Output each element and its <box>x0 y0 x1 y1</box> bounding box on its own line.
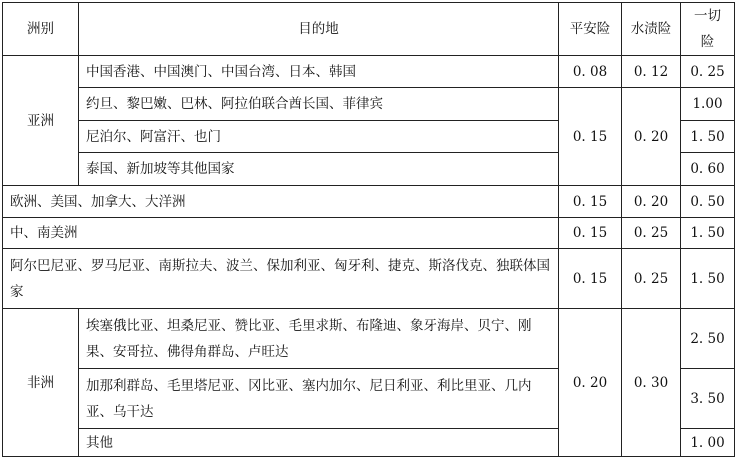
destination-cell: 加那利群岛、毛里塔尼亚、冈比亚、塞内加尔、尼日利亚、利比里亚、几内亚、乌干达 <box>79 369 559 429</box>
safety-cell: 0. 08 <box>559 56 622 88</box>
water-damage-cell-shared: 0. 20 <box>622 88 681 186</box>
insurance-rate-table <box>2 2 735 457</box>
safety-cell: 0. 15 <box>559 186 622 218</box>
all-risks-cell: 3. 50 <box>681 369 735 429</box>
region-cell-asia: 亚洲 <box>3 56 79 186</box>
safety-cell-shared: 0. 20 <box>559 309 622 457</box>
all-risks-cell: 0. 25 <box>681 56 735 88</box>
water-damage-cell: 0. 25 <box>622 249 681 309</box>
water-damage-cell: 0. 12 <box>622 56 681 88</box>
destination-cell: 约旦、黎巴嫩、巴林、阿拉伯联合酋长国、菲律宾 <box>79 88 559 121</box>
safety-cell: 0. 15 <box>559 249 622 309</box>
water-damage-cell: 0. 25 <box>622 218 681 249</box>
destination-cell: 埃塞俄比亚、坦桑尼亚、赞比亚、毛里求斯、布隆迪、象牙海岸、贝宁、刚果、安哥拉、佛得角群岛、卢旺达 <box>79 309 559 369</box>
destination-cell: 中国香港、中国澳门、中国台湾、日本、韩国 <box>79 56 559 88</box>
table-row <box>3 218 735 249</box>
all-risks-cell: 0. 50 <box>681 186 735 218</box>
all-risks-cell: 1. 50 <box>681 249 735 309</box>
destination-cell: 泰国、新加坡等其他国家 <box>79 153 559 186</box>
all-risks-cell: 0. 60 <box>681 153 735 186</box>
header-water-damage: 水渍险 <box>622 3 681 56</box>
all-risks-cell: 2. 50 <box>681 309 735 369</box>
header-region: 洲别 <box>3 3 79 56</box>
table-row <box>3 56 735 88</box>
header-destination: 目的地 <box>79 3 559 56</box>
all-risks-cell: 1.00 <box>681 88 735 121</box>
safety-cell: 0. 15 <box>559 218 622 249</box>
all-risks-cell: 1. 50 <box>681 218 735 249</box>
safety-cell-shared: 0. 15 <box>559 88 622 186</box>
table-row <box>3 186 735 218</box>
destination-cell: 阿尔巴尼亚、罗马尼亚、南斯拉夫、波兰、保加利亚、匈牙利、捷克、斯洛伐克、独联体国家 <box>3 249 559 309</box>
water-damage-cell-shared: 0. 30 <box>622 309 681 457</box>
region-cell-africa: 非洲 <box>3 309 79 457</box>
header-safety: 平安险 <box>559 3 622 56</box>
table-row <box>3 88 735 121</box>
all-risks-cell: 1. 50 <box>681 121 735 153</box>
destination-cell: 欧洲、美国、加拿大、大洋洲 <box>3 186 559 218</box>
all-risks-cell: 1. 00 <box>681 429 735 457</box>
water-damage-cell: 0. 20 <box>622 186 681 218</box>
table-row <box>3 309 735 369</box>
table-row <box>3 249 735 309</box>
destination-cell: 尼泊尔、阿富汗、也门 <box>79 121 559 153</box>
header-row <box>3 3 735 56</box>
destination-cell: 其他 <box>79 429 559 457</box>
header-all-risks: 一切险 <box>681 3 735 56</box>
destination-cell: 中、南美洲 <box>3 218 559 249</box>
